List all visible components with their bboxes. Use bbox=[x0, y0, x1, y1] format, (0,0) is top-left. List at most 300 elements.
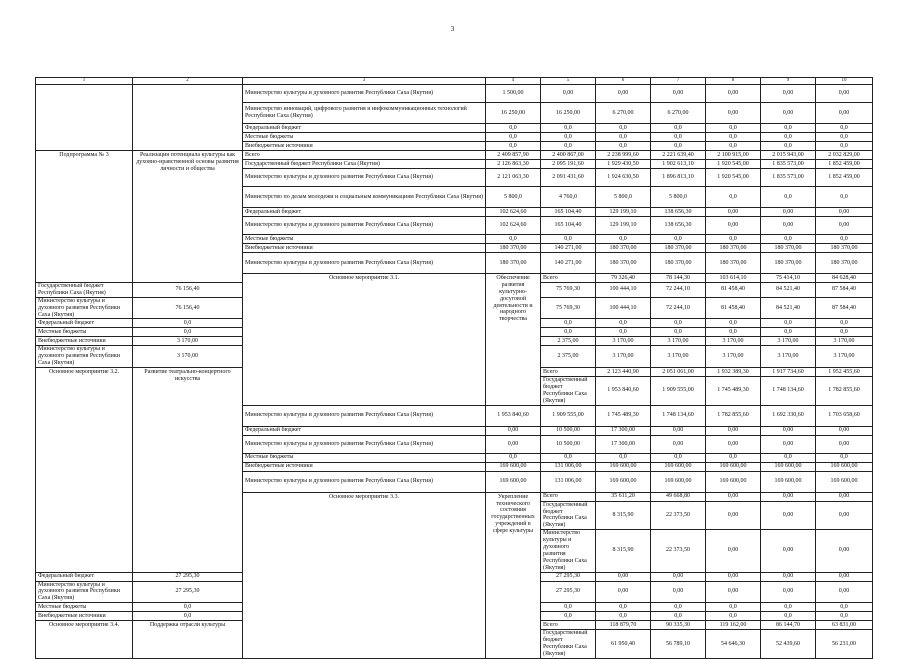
value-cell: 0,0 bbox=[706, 235, 761, 244]
value-cell: 0,00 bbox=[706, 217, 761, 235]
column-number: 1 bbox=[36, 78, 133, 85]
value-cell: 0,0 bbox=[651, 235, 706, 244]
value-cell: 0,0 bbox=[706, 124, 761, 133]
value-cell: 16 250,00 bbox=[541, 103, 596, 124]
value-cell: 1 952 455,60 bbox=[816, 368, 873, 377]
value-cell: 0,0 bbox=[541, 133, 596, 142]
value-cell: 0,00 bbox=[761, 492, 816, 501]
value-cell: 90 335,30 bbox=[651, 621, 706, 630]
value-cell: 0,0 bbox=[486, 133, 541, 142]
value-cell: 0,0 bbox=[541, 453, 596, 462]
funding-source-cell: Всего bbox=[541, 492, 596, 501]
funding-source-cell: Министерство культуры и духовного развития Республики Саха (Якутия) bbox=[243, 217, 486, 235]
value-cell: 3 170,00 bbox=[133, 346, 243, 368]
value-cell: 0,00 bbox=[816, 492, 873, 501]
value-cell: 1 953 840,60 bbox=[486, 405, 541, 426]
value-cell: 0,00 bbox=[761, 426, 816, 435]
value-cell: 103 614,10 bbox=[706, 274, 761, 283]
value-cell: 0,00 bbox=[651, 426, 706, 435]
value-cell: 49 668,80 bbox=[651, 492, 706, 501]
value-cell: 3 170,00 bbox=[816, 346, 873, 368]
value-cell: 2 051 061,00 bbox=[651, 368, 706, 377]
value-cell: 54 646,30 bbox=[706, 630, 761, 659]
value-cell: 0,00 bbox=[596, 572, 651, 581]
value-cell: 131 006,00 bbox=[541, 462, 596, 471]
value-cell: 76 156,40 bbox=[133, 283, 243, 298]
value-cell: 0,0 bbox=[761, 319, 816, 328]
value-cell: 75 769,30 bbox=[541, 297, 596, 319]
funding-source-cell: Государственный бюджет Республики Саха (Якутия) bbox=[36, 283, 133, 298]
value-cell: 1 917 734,60 bbox=[761, 368, 816, 377]
value-cell: 180 370,00 bbox=[596, 253, 651, 274]
value-cell: 2 375,00 bbox=[541, 337, 596, 346]
value-cell: 0,0 bbox=[816, 603, 873, 612]
value-cell: 1 920 545,00 bbox=[706, 169, 761, 187]
value-cell: 0,00 bbox=[816, 85, 873, 103]
value-cell: 84 521,40 bbox=[761, 283, 816, 298]
value-cell: 1 896 813,10 bbox=[651, 169, 706, 187]
value-cell: 75 414,10 bbox=[761, 274, 816, 283]
value-cell: 6 270,00 bbox=[596, 103, 651, 124]
value-cell: 35 611,20 bbox=[596, 492, 651, 501]
value-cell: 1 953 840,60 bbox=[596, 377, 651, 406]
value-cell: 0,0 bbox=[596, 612, 651, 621]
value-cell: 180 370,00 bbox=[761, 244, 816, 253]
value-cell: 0,0 bbox=[816, 124, 873, 133]
value-cell: 0,0 bbox=[651, 603, 706, 612]
description-cell: Укрепление технического состояния государственных учреждений в сфере культуры bbox=[486, 492, 541, 658]
value-cell: 0,00 bbox=[706, 501, 761, 530]
value-cell: 0,00 bbox=[651, 581, 706, 603]
value-cell: 3 170,00 bbox=[761, 346, 816, 368]
funding-source-cell: Всего bbox=[541, 274, 596, 283]
value-cell: 0,0 bbox=[761, 453, 816, 462]
value-cell: 3 170,00 bbox=[706, 337, 761, 346]
column-number: 4 bbox=[486, 78, 541, 85]
value-cell: 0,00 bbox=[596, 581, 651, 603]
value-cell: 0,00 bbox=[706, 103, 761, 124]
value-cell: 22 373,50 bbox=[651, 530, 706, 572]
description-cell: Поддержка отрасли культуры bbox=[133, 621, 243, 659]
value-cell: 180 370,00 bbox=[816, 253, 873, 274]
value-cell: 2 015 943,00 bbox=[761, 151, 816, 160]
value-cell: 2 032 829,00 bbox=[816, 151, 873, 160]
value-cell: 0,0 bbox=[816, 328, 873, 337]
value-cell: 2 375,00 bbox=[541, 346, 596, 368]
value-cell: 0,00 bbox=[816, 581, 873, 603]
value-cell: 0,00 bbox=[706, 581, 761, 603]
funding-source-cell: Федеральный бюджет bbox=[36, 572, 133, 581]
funding-source-cell: Министерство культуры и духовного развития Республики Саха (Якутия) bbox=[243, 169, 486, 187]
value-cell: 138 656,30 bbox=[651, 208, 706, 217]
value-cell: 0,0 bbox=[761, 612, 816, 621]
value-cell: 0,00 bbox=[761, 103, 816, 124]
value-cell: 0,0 bbox=[816, 319, 873, 328]
value-cell: 0,0 bbox=[541, 319, 596, 328]
value-cell: 78 144,30 bbox=[651, 274, 706, 283]
value-cell: 0,00 bbox=[706, 530, 761, 572]
program-cell: Основное мероприятие 3.4. bbox=[36, 621, 133, 659]
value-cell: 180 370,00 bbox=[761, 253, 816, 274]
value-cell: 2 121 063,30 bbox=[486, 169, 541, 187]
value-cell: 169 600,00 bbox=[486, 471, 541, 492]
value-cell: 0,0 bbox=[651, 453, 706, 462]
value-cell: 165 104,40 bbox=[541, 208, 596, 217]
funding-source-cell: Местные бюджеты bbox=[243, 133, 486, 142]
value-cell: 169 600,00 bbox=[486, 462, 541, 471]
value-cell: 1 782 855,60 bbox=[706, 405, 761, 426]
value-cell: 10 500,00 bbox=[541, 435, 596, 453]
value-cell: 169 600,00 bbox=[761, 471, 816, 492]
value-cell: 0,0 bbox=[596, 603, 651, 612]
value-cell: 180 370,00 bbox=[816, 244, 873, 253]
value-cell: 0,00 bbox=[816, 435, 873, 453]
value-cell: 0,0 bbox=[706, 187, 761, 208]
value-cell: 0,00 bbox=[816, 103, 873, 124]
value-cell: 180 370,00 bbox=[651, 244, 706, 253]
value-cell: 0,0 bbox=[706, 603, 761, 612]
value-cell: 52 439,60 bbox=[761, 630, 816, 659]
funding-source-cell: Государственный бюджет Республики Саха (Якутия) bbox=[541, 630, 596, 659]
funding-source-cell: Федеральный бюджет bbox=[243, 208, 486, 217]
value-cell: 0,0 bbox=[541, 142, 596, 151]
value-cell: 75 769,30 bbox=[541, 283, 596, 298]
value-cell: 0,0 bbox=[706, 328, 761, 337]
value-cell: 0,0 bbox=[706, 133, 761, 142]
value-cell: 3 170,00 bbox=[651, 337, 706, 346]
column-number-row bbox=[36, 78, 873, 85]
table-row bbox=[36, 85, 873, 103]
value-cell: 2 238 999,60 bbox=[596, 151, 651, 160]
table-row bbox=[36, 151, 873, 160]
value-cell: 0,0 bbox=[596, 235, 651, 244]
value-cell: 1 748 134,60 bbox=[761, 377, 816, 406]
value-cell: 4 760,0 bbox=[541, 187, 596, 208]
value-cell: 56 231,00 bbox=[816, 630, 873, 659]
program-cell: Основное мероприятие 3.3. bbox=[243, 492, 486, 658]
value-cell: 129 199,10 bbox=[596, 208, 651, 217]
value-cell: 0,0 bbox=[596, 124, 651, 133]
value-cell: 61 950,40 bbox=[596, 630, 651, 659]
value-cell: 138 656,30 bbox=[651, 217, 706, 235]
value-cell: 0,0 bbox=[706, 612, 761, 621]
value-cell: 129 199,10 bbox=[596, 217, 651, 235]
column-number: 6 bbox=[596, 78, 651, 85]
value-cell: 0,0 bbox=[133, 612, 243, 621]
value-cell: 0,0 bbox=[596, 133, 651, 142]
description-cell: Обеспечение развития культурно-досуговой деятельности и народного творчества bbox=[486, 274, 541, 406]
value-cell: 10 500,00 bbox=[541, 426, 596, 435]
funding-source-cell: Министерство культуры и духовного развития Республики Саха (Якутия) bbox=[36, 346, 133, 368]
funding-source-cell: Министерство инноваций, цифрового развития и инфокоммуникационных технологий Республики Саха (Якутия) bbox=[243, 103, 486, 124]
value-cell: 169 600,00 bbox=[596, 471, 651, 492]
value-cell: 0,00 bbox=[486, 426, 541, 435]
value-cell: 0,00 bbox=[816, 572, 873, 581]
value-cell: 79 326,40 bbox=[596, 274, 651, 283]
value-cell: 1 748 134,60 bbox=[651, 405, 706, 426]
value-cell: 5 800,0 bbox=[596, 187, 651, 208]
value-cell: 72 244,10 bbox=[651, 283, 706, 298]
value-cell: 0,0 bbox=[486, 124, 541, 133]
value-cell: 0,0 bbox=[541, 603, 596, 612]
value-cell: 0,00 bbox=[596, 85, 651, 103]
value-cell: 0,00 bbox=[761, 530, 816, 572]
value-cell: 17 300,00 bbox=[596, 435, 651, 453]
value-cell: 1 692 330,60 bbox=[761, 405, 816, 426]
funding-source-cell: Внебюджетные источники bbox=[36, 337, 133, 346]
value-cell: 0,00 bbox=[761, 85, 816, 103]
value-cell: 165 104,40 bbox=[541, 217, 596, 235]
value-cell: 2 221 639,40 bbox=[651, 151, 706, 160]
funding-source-cell: Министерство культуры и духовного развития Республики Саха (Якутия) bbox=[36, 581, 133, 603]
funding-source-cell: Всего bbox=[541, 621, 596, 630]
value-cell: 0,00 bbox=[651, 435, 706, 453]
value-cell: 27 295,30 bbox=[133, 581, 243, 603]
funding-source-cell: Всего bbox=[541, 368, 596, 377]
funding-source-cell: Государственный бюджет Республики Саха (Якутия) bbox=[541, 501, 596, 530]
funding-source-cell: Государственный бюджет Республики Саха (Якутия) bbox=[541, 377, 596, 406]
value-cell: 0,0 bbox=[651, 319, 706, 328]
value-cell: 1 835 573,00 bbox=[761, 169, 816, 187]
value-cell: 3 170,00 bbox=[761, 337, 816, 346]
value-cell: 180 370,00 bbox=[596, 244, 651, 253]
funding-source-cell: Всего bbox=[243, 151, 486, 160]
value-cell: 1 782 855,60 bbox=[816, 377, 873, 406]
value-cell: 63 831,00 bbox=[816, 621, 873, 630]
value-cell: 180 370,00 bbox=[486, 244, 541, 253]
value-cell: 0,0 bbox=[761, 133, 816, 142]
value-cell: 102 624,60 bbox=[486, 217, 541, 235]
value-cell: 2 123 440,90 bbox=[596, 368, 651, 377]
column-number: 5 bbox=[541, 78, 596, 85]
program-cell bbox=[36, 85, 133, 151]
value-cell: 0,00 bbox=[816, 530, 873, 572]
value-cell: 0,0 bbox=[541, 612, 596, 621]
value-cell: 84 628,40 bbox=[816, 274, 873, 283]
value-cell: 0,0 bbox=[706, 319, 761, 328]
value-cell: 0,0 bbox=[596, 453, 651, 462]
program-cell: Основное мероприятие 3.2. bbox=[36, 368, 133, 572]
value-cell: 140 271,00 bbox=[541, 253, 596, 274]
value-cell: 100 444,10 bbox=[596, 283, 651, 298]
value-cell: 180 370,00 bbox=[651, 253, 706, 274]
value-cell: 0,00 bbox=[761, 501, 816, 530]
program-cell: Подпрограмма № 3 bbox=[36, 151, 133, 283]
value-cell: 169 600,00 bbox=[651, 471, 706, 492]
value-cell: 0,0 bbox=[706, 142, 761, 151]
funding-source-cell: Министерство культуры и духовного развития Республики Саха (Якутия) bbox=[541, 530, 596, 572]
funding-source-cell: Министерство культуры и духовного развития Республики Саха (Якутия) bbox=[36, 297, 133, 319]
funding-source-cell: Федеральный бюджет bbox=[36, 319, 133, 328]
column-number: 9 bbox=[761, 78, 816, 85]
description-cell: Реализация потенциала культуры как духовно-нравственной основы развития личности и общества bbox=[133, 151, 243, 283]
value-cell: 0,0 bbox=[816, 235, 873, 244]
value-cell: 131 006,00 bbox=[541, 471, 596, 492]
value-cell: 2 409 857,90 bbox=[486, 151, 541, 160]
value-cell: 0,0 bbox=[541, 235, 596, 244]
column-number: 3 bbox=[243, 78, 486, 85]
value-cell: 0,00 bbox=[651, 85, 706, 103]
value-cell: 6 270,00 bbox=[651, 103, 706, 124]
value-cell: 8 315,90 bbox=[596, 501, 651, 530]
value-cell: 72 244,10 bbox=[651, 297, 706, 319]
value-cell: 0,00 bbox=[816, 208, 873, 217]
value-cell: 1 852 459,00 bbox=[816, 160, 873, 169]
value-cell: 3 170,00 bbox=[596, 337, 651, 346]
funding-source-cell: Министерство культуры и духовного развития Республики Саха (Якутия) bbox=[243, 471, 486, 492]
funding-source-cell: Министерство культуры и духовного развития Республики Саха (Якутия) bbox=[243, 253, 486, 274]
value-cell: 0,0 bbox=[816, 612, 873, 621]
value-cell: 3 170,00 bbox=[816, 337, 873, 346]
column-number: 10 bbox=[816, 78, 873, 85]
funding-source-cell: Внебюджетные источники bbox=[243, 462, 486, 471]
value-cell: 1 745 489,30 bbox=[596, 405, 651, 426]
budget-table bbox=[35, 77, 873, 659]
value-cell: 0,0 bbox=[651, 133, 706, 142]
column-number: 8 bbox=[706, 78, 761, 85]
funding-source-cell: Министерство культуры и духовного развития Республики Саха (Якутия) bbox=[243, 85, 486, 103]
value-cell: 1 909 555,00 bbox=[541, 405, 596, 426]
value-cell: 0,0 bbox=[596, 142, 651, 151]
funding-source-cell: Министерство по делам молодежи и социальным коммуникациям Республики Саха (Якутия) bbox=[243, 187, 486, 208]
value-cell: 119 162,00 bbox=[706, 621, 761, 630]
value-cell: 0,0 bbox=[706, 453, 761, 462]
value-cell: 2 100 915,00 bbox=[706, 151, 761, 160]
value-cell: 0,00 bbox=[761, 435, 816, 453]
funding-source-cell: Федеральный бюджет bbox=[243, 426, 486, 435]
value-cell: 0,0 bbox=[816, 142, 873, 151]
value-cell: 169 600,00 bbox=[651, 462, 706, 471]
value-cell: 2 091 431,60 bbox=[541, 169, 596, 187]
value-cell: 1 745 489,30 bbox=[706, 377, 761, 406]
value-cell: 0,00 bbox=[761, 217, 816, 235]
value-cell: 169 600,00 bbox=[761, 462, 816, 471]
value-cell: 2 400 867,00 bbox=[541, 151, 596, 160]
funding-source-cell: Министерство культуры и духовного развития Республики Саха (Якутия) bbox=[243, 435, 486, 453]
value-cell: 1 835 573,00 bbox=[761, 160, 816, 169]
value-cell: 0,00 bbox=[706, 426, 761, 435]
value-cell: 169 600,00 bbox=[706, 471, 761, 492]
value-cell: 8 315,90 bbox=[596, 530, 651, 572]
column-number: 7 bbox=[651, 78, 706, 85]
value-cell: 1 500,00 bbox=[486, 85, 541, 103]
funding-source-cell: Государственный бюджет Республики Саха (Якутия) bbox=[243, 160, 486, 169]
value-cell: 0,0 bbox=[133, 319, 243, 328]
value-cell: 1 852 459,00 bbox=[816, 169, 873, 187]
value-cell: 1 929 430,50 bbox=[596, 160, 651, 169]
value-cell: 3 170,00 bbox=[651, 346, 706, 368]
value-cell: 169 600,00 bbox=[596, 462, 651, 471]
description-cell: Развитие театрально-концертного искусства bbox=[133, 368, 243, 572]
funding-source-cell: Местные бюджеты bbox=[36, 328, 133, 337]
value-cell: 0,0 bbox=[651, 142, 706, 151]
value-cell: 0,00 bbox=[541, 85, 596, 103]
value-cell: 86 144,70 bbox=[761, 621, 816, 630]
value-cell: 81 458,40 bbox=[706, 297, 761, 319]
funding-source-cell: Внебюджетные источники bbox=[36, 612, 133, 621]
value-cell: 5 800,0 bbox=[651, 187, 706, 208]
value-cell: 0,0 bbox=[596, 319, 651, 328]
page-number: 3 bbox=[450, 25, 455, 33]
funding-source-cell: Федеральный бюджет bbox=[243, 124, 486, 133]
value-cell: 169 600,00 bbox=[816, 471, 873, 492]
value-cell: 180 370,00 bbox=[486, 253, 541, 274]
funding-source-cell: Местные бюджеты bbox=[36, 603, 133, 612]
funding-source-cell: Внебюджетные источники bbox=[243, 244, 486, 253]
description-cell bbox=[133, 85, 243, 151]
value-cell: 1 924 630,50 bbox=[596, 169, 651, 187]
value-cell: 180 370,00 bbox=[706, 244, 761, 253]
value-cell: 3 170,00 bbox=[596, 346, 651, 368]
value-cell: 16 250,00 bbox=[486, 103, 541, 124]
funding-source-cell: Внебюджетные источники bbox=[243, 142, 486, 151]
value-cell: 1 703 658,60 bbox=[816, 405, 873, 426]
program-cell: Основное мероприятие 3.1. bbox=[243, 274, 486, 406]
value-cell: 169 600,00 bbox=[706, 462, 761, 471]
value-cell: 1 902 613,10 bbox=[651, 160, 706, 169]
value-cell: 0,0 bbox=[486, 142, 541, 151]
value-cell: 0,00 bbox=[706, 85, 761, 103]
value-cell: 27 295,30 bbox=[541, 581, 596, 603]
value-cell: 140 271,00 bbox=[541, 244, 596, 253]
value-cell: 0,00 bbox=[816, 426, 873, 435]
value-cell: 0,0 bbox=[596, 328, 651, 337]
value-cell: 169 600,00 bbox=[816, 462, 873, 471]
value-cell: 0,00 bbox=[816, 501, 873, 530]
value-cell: 0,0 bbox=[761, 142, 816, 151]
column-number: 2 bbox=[133, 78, 243, 85]
value-cell: 0,00 bbox=[706, 208, 761, 217]
value-cell: 0,0 bbox=[486, 453, 541, 462]
value-cell: 0,0 bbox=[133, 328, 243, 337]
value-cell: 0,00 bbox=[706, 492, 761, 501]
value-cell: 0,0 bbox=[761, 187, 816, 208]
value-cell: 87 584,40 bbox=[816, 283, 873, 298]
value-cell: 0,0 bbox=[761, 124, 816, 133]
value-cell: 84 521,40 bbox=[761, 297, 816, 319]
value-cell: 0,00 bbox=[706, 572, 761, 581]
value-cell: 5 800,0 bbox=[486, 187, 541, 208]
value-cell: 3 170,00 bbox=[706, 346, 761, 368]
funding-source-cell: Местные бюджеты bbox=[243, 453, 486, 462]
value-cell: 56 789,10 bbox=[651, 630, 706, 659]
value-cell: 0,0 bbox=[816, 187, 873, 208]
value-cell: 0,00 bbox=[651, 572, 706, 581]
value-cell: 102 624,60 bbox=[486, 208, 541, 217]
value-cell: 0,00 bbox=[486, 435, 541, 453]
value-cell: 27 295,30 bbox=[133, 572, 243, 581]
value-cell: 0,0 bbox=[651, 612, 706, 621]
value-cell: 22 373,50 bbox=[651, 501, 706, 530]
value-cell: 0,0 bbox=[816, 133, 873, 142]
value-cell: 0,00 bbox=[761, 208, 816, 217]
value-cell: 3 170,00 bbox=[133, 337, 243, 346]
value-cell: 0,0 bbox=[816, 453, 873, 462]
funding-source-cell: Местные бюджеты bbox=[243, 235, 486, 244]
value-cell: 27 295,30 bbox=[541, 572, 596, 581]
value-cell: 0,0 bbox=[541, 328, 596, 337]
value-cell: 87 584,40 bbox=[816, 297, 873, 319]
value-cell: 118 879,70 bbox=[596, 621, 651, 630]
value-cell: 100 444,10 bbox=[596, 297, 651, 319]
value-cell: 0,0 bbox=[761, 328, 816, 337]
value-cell: 0,0 bbox=[541, 124, 596, 133]
value-cell: 0,0 bbox=[761, 603, 816, 612]
value-cell: 1 932 389,30 bbox=[706, 368, 761, 377]
value-cell: 0,0 bbox=[761, 235, 816, 244]
funding-source-cell: Министерство культуры и духовного развития Республики Саха (Якутия) bbox=[243, 405, 486, 426]
value-cell: 180 370,00 bbox=[706, 253, 761, 274]
